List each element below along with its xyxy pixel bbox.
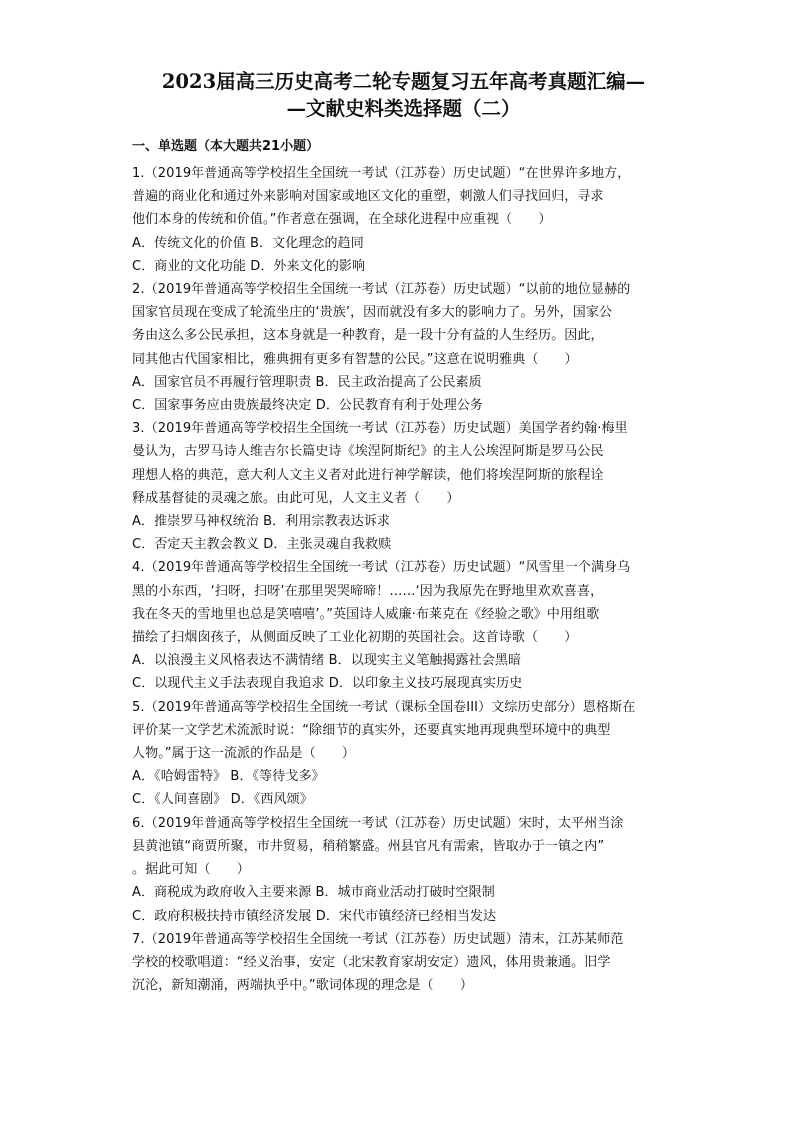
answer-options-line: C．国家事务应由贵族最终决定 D．公民教育有利于处理公务: [132, 398, 484, 414]
title-line-2: —文献史料类选择题（二）: [286, 97, 521, 120]
question-7: [132, 928, 675, 998]
question-4: [132, 556, 675, 695]
question-stem-line: 曼认为，古罗马诗人维吉尔长篇史诗《埃涅阿斯纪》的主人公埃涅阿斯是罗马公民: [132, 444, 604, 460]
question-list: [132, 162, 675, 997]
question-1: [132, 162, 675, 278]
document-title: [132, 0, 675, 122]
title-line-1: 2023届高三历史高考二轮专题复习五年高考真题汇编—: [161, 70, 646, 93]
question-stem-line: 。据此可知（ ）: [132, 862, 250, 878]
question-3: [132, 417, 675, 556]
question-stem-line: 黑的小东西，‘扫呀，扫呀’在那里哭哭啼啼！……‘因为我原先在野地里欢欢喜喜，: [132, 583, 604, 599]
question-stem-line: 释成基督徒的灵魂之旅。由此可见，人文主义者（ ）: [132, 490, 460, 506]
question-stem-line: 7.（2019年普通高等学校招生全国统一考试（江苏卷）历史试题）清末，江苏某师范: [132, 931, 624, 947]
question-stem-line: 学校的校歌唱道：“经义治事，安定（北宋教育家胡安定）遗风，体用贵兼通。旧学: [132, 954, 611, 970]
answer-options-line: A．《哈姆雷特》 B．《等待戈多》: [132, 769, 325, 785]
question-stem-line: 普遍的商业化和通过外来影响对国家或地区文化的重塑，刺激人们寻找回归，寻求: [132, 189, 604, 205]
question-stem-line: 描绘了扫烟囱孩子，从侧面反映了工业化初期的英国社会。这首诗歌（ ）: [132, 630, 578, 646]
section-heading: 一、单选题（本大题共21小题）: [132, 139, 320, 154]
answer-options-line: C．商业的文化功能 D．外来文化的影响: [132, 258, 366, 274]
question-stem-line: 我在冬天的雪地里也总是笑嘻嘻’。”英国诗人威廉·布莱克在《经验之歌》中用组歌: [132, 606, 600, 622]
question-stem-line: 人物。”属于这一流派的作品是（ ）: [132, 746, 356, 762]
answer-options-line: A．商税成为政府收入主要来源 B．城市商业活动打破时空限制: [132, 885, 495, 901]
question-stem-line: 务由这么多公民承担，这本身就是一种教育，是一段十分有益的人生经历。因此，: [132, 328, 604, 344]
question-stem-line: 6.（2019年普通高等学校招生全国统一考试（江苏卷）历史试题）宋时，太平州当涂: [132, 815, 624, 831]
answer-options-line: A．传统文化的价值 B．文化理念的趋同: [132, 235, 364, 251]
answer-options-line: A．以浪漫主义风格表达不满情绪 B．以现实主义笔触揭露社会黑暗: [132, 653, 522, 669]
answer-options-line: C．《人间喜剧》 D．《西风颂》: [132, 792, 313, 808]
question-stem-line: 他们本身的传统和价值。”作者意在强调，在全球化进程中应重视（ ）: [132, 212, 552, 228]
answer-options-line: A．国家官员不再履行管理职责 B．民主政治提高了公民素质: [132, 374, 482, 390]
question-stem-line: 5.（2019年普通高等学校招生全国统一考试（课标全国卷III）文综历史部分）恩格斯在: [132, 699, 636, 715]
question-stem-line: 理想人格的典范，意大利人文主义者对此进行神学解读，他们将埃涅阿斯的旅程诠: [132, 467, 604, 483]
question-6: [132, 812, 675, 928]
answer-options-line: C．否定天主教会教义 D．主张灵魂自我救赎: [132, 537, 392, 553]
answer-options-line: C．以现代主义手法表现自我追求 D．以印象主义技巧展现真实历史: [132, 676, 523, 692]
question-stem-line: 同其他古代国家相比，雅典拥有更多有智慧的公民。”这意在说明雅典（ ）: [132, 351, 578, 367]
question-2: [132, 278, 675, 417]
question-stem-line: 评价某一文学艺术流派时说：“除细节的真实外，还要真实地再现典型环境中的典型: [132, 722, 611, 738]
question-stem-line: 2.（2019年普通高等学校招生全国统一考试（江苏卷）历史试题）“以前的地位显赫的: [132, 282, 631, 298]
answer-options-line: C．政府积极扶持市镇经济发展 D．宋代市镇经济已经相当发达: [132, 908, 497, 924]
question-5: [132, 696, 675, 812]
question-stem-line: 国家官员现在变成了轮流坐庄的‘贵族’，因而就没有多大的影响力了。另外，国家公: [132, 305, 613, 321]
question-stem-line: 3.（2019年普通高等学校招生全国统一考试（江苏卷）历史试题）美国学者约翰·梅里: [132, 421, 628, 437]
question-stem-line: 县黄池镇“商贾所聚，市井贸易，稍稍繁盛。州县官凡有需索，皆取办于一镇之内”: [132, 838, 605, 854]
answer-options-line: A．推崇罗马神权统治 B．利用宗教表达诉求: [132, 514, 391, 530]
question-stem-line: 沉沦，新知潮涌，两端执乎中。”歌词体现的理念是（ ）: [132, 978, 473, 994]
question-stem-line: 1.（2019年普通高等学校招生全国统一考试（江苏卷）历史试题）“在世界许多地方，: [132, 166, 631, 181]
question-stem-line: 4.（2019年普通高等学校招生全国统一考试（江苏卷）历史试题）“风雪里一个满身乌: [132, 560, 631, 576]
